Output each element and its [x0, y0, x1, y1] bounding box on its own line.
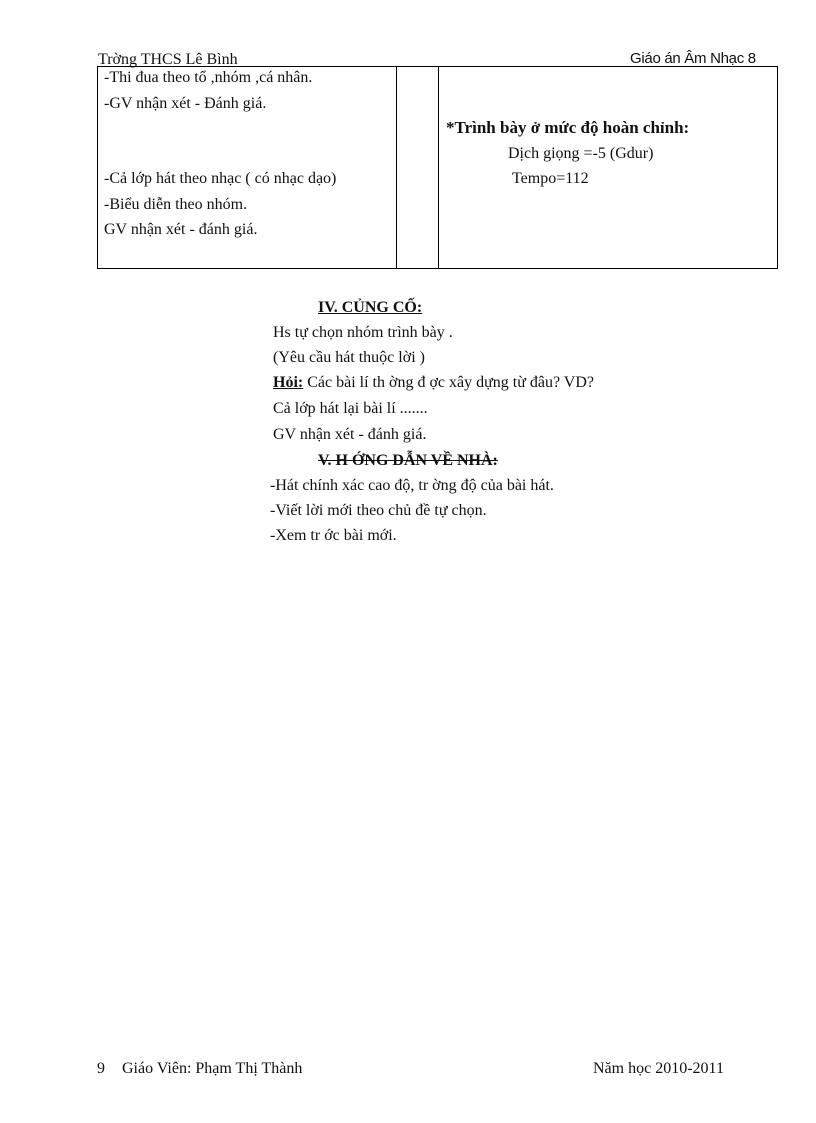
section-4-line: Cả lớp hát lại bài lí ....... [273, 400, 428, 417]
question-label: Hỏi: [273, 374, 304, 391]
table-left-line: GV nhận xét - đánh giá. [104, 221, 258, 238]
activity-table [97, 66, 778, 269]
table-left-line: -GV nhận xét - Đánh giá. [104, 95, 267, 112]
subject-title: Giáo án Âm Nhạc 8 [630, 50, 756, 67]
section-4-line: Hs tự chọn nhóm trình bày . [273, 324, 453, 341]
page-number: 9 [97, 1060, 105, 1077]
table-left-line: -Thi đua theo tổ ,nhóm ,cá nhân. [104, 69, 313, 86]
section-5-title: V. H ỚNG DẪN VỀ NHÀ: [318, 452, 498, 469]
question-line [273, 374, 594, 392]
school-year: Năm học 2010-2011 [593, 1060, 724, 1077]
section-4-line: GV nhận xét - đánh giá. [273, 426, 427, 443]
question-text: Các bài lí th ờng đ ợc xây dựng từ đâu? VD? [303, 374, 595, 391]
school-name: Trờng THCS Lê Bình [98, 51, 238, 68]
table-right-line: Dịch giọng =-5 (Gdur) [508, 145, 654, 162]
table-right-line: Tempo=112 [512, 170, 589, 187]
table-left-line: -Biểu diễn theo nhóm. [104, 196, 248, 213]
teacher-name: Giáo Viên: Phạm Thị Thành [122, 1060, 303, 1077]
section-4-title: IV. CỦNG CỐ: [318, 299, 423, 316]
column-divider-2 [438, 66, 439, 268]
column-divider-1 [396, 66, 397, 268]
table-right-heading: *Trình bày ở mức độ hoàn chỉnh: [446, 118, 690, 137]
section-5-line: -Xem tr ớc bài mới. [270, 527, 397, 544]
section-5-line: -Hát chính xác cao độ, tr ờng độ của bài hát. [270, 477, 554, 494]
section-4-line: (Yêu cầu hát thuộc lời ) [273, 349, 425, 366]
table-left-line: -Cả lớp hát theo nhạc ( có nhạc dạo) [104, 170, 337, 187]
section-5-line: -Viết lời mới theo chủ đề tự chọn. [270, 502, 487, 519]
